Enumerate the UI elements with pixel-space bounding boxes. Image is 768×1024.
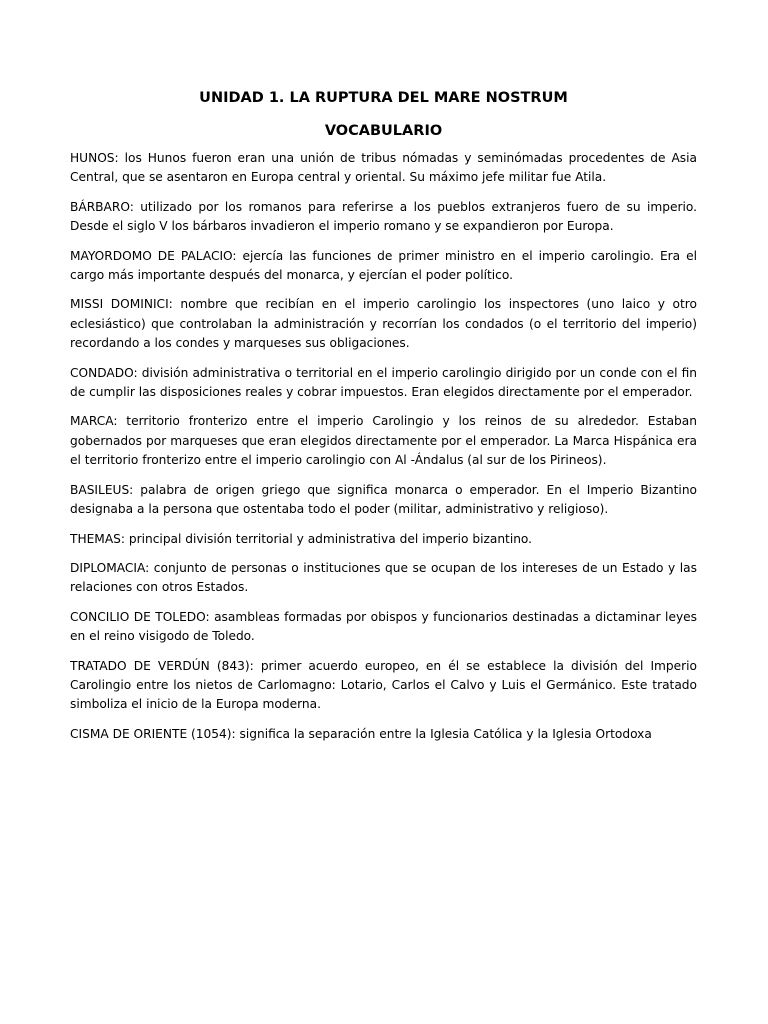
entry-marca: MARCA: territorio fronterizo entre el imperio Carolingio y los reinos de su alrededor. Estaban gobernados por marqueses que eran elegidos directamente por el emperador. La Marca Hispánica era el territorio fronterizo entre el imperio carolingio con Al -Ándalus (al sur de los Pirineos). <box>70 414 697 468</box>
entry-diplomacia: DIPLOMACIA: conjunto de personas o instituciones que se ocupan de los intereses de un Estado y las relaciones con otros Estados. <box>70 560 697 595</box>
entry-missi-dominici: MISSI DOMINICI: nombre que recibían en el imperio carolingio los inspectores (uno laico y otro eclesiástico) que controlaban la administración y recorrían los condados (o el territorio del imperio) recordando a los condes y marqueses sus obligaciones. <box>70 297 697 351</box>
entry-concilio-de-toledo: CONCILIO DE TOLEDO: asambleas formadas por obispos y funcionarios destinadas a dictaminar leyes en el reino visigodo de Toledo. <box>70 609 697 644</box>
entry-cisma-de-oriente: CISMA DE ORIENTE (1054): significa la separación entre la Iglesia Católica y la Iglesia Ortodoxa <box>70 726 652 741</box>
entry-condado: CONDADO: división administrativa o territorial en el imperio carolingio dirigido por un conde con el fin de cumplir las disposiciones reales y cobrar impuestos. Eran elegidos directamente por el emperador. <box>70 365 697 400</box>
entry-tratado-de-verdun: TRATADO DE VERDÚN (843): primer acuerdo europeo, en él se establece la división del Imperio Carolingio entre los nietos de Carlomagno: Lotario, Carlos el Calvo y Luis el Germánico. Este tratado simboliza el inicio de la Europa moderna. <box>70 658 697 712</box>
entry-hunos: HUNOS: los Hunos fueron eran una unión de tribus nómadas y seminómadas procedentes de Asia Central, que se asentaron en Europa central y oriental. Su máximo jefe militar fue Atila. <box>70 151 697 185</box>
entry-mayordomo-de-palacio: MAYORDOMO DE PALACIO: ejercía las funciones de primer ministro en el imperio carolingio. Era el cargo más importante después del monarca, y ejercían el poder político. <box>70 248 697 283</box>
entry-barbaro: BÁRBARO: utilizado por los romanos para referirse a los pueblos extranjeros fuero de su imperio. Desde el siglo V los bárbaros invadieron el imperio romano y se expandieron por Europa. <box>70 199 697 234</box>
document-subtitle: VOCABULARIO <box>324 123 443 139</box>
document-title: UNIDAD 1. LA RUPTURA DEL MARE NOSTRUM <box>199 90 568 106</box>
entry-basileus: BASILEUS: palabra de origen griego que significa monarca o emperador. En el Imperio Bizantino designaba a la persona que ostentaba todo el poder (militar, administrativo y religioso). <box>70 482 697 517</box>
entry-themas: THEMAS: principal división territorial y administrativa del imperio bizantino. <box>70 531 533 546</box>
document-page <box>70 88 697 754</box>
